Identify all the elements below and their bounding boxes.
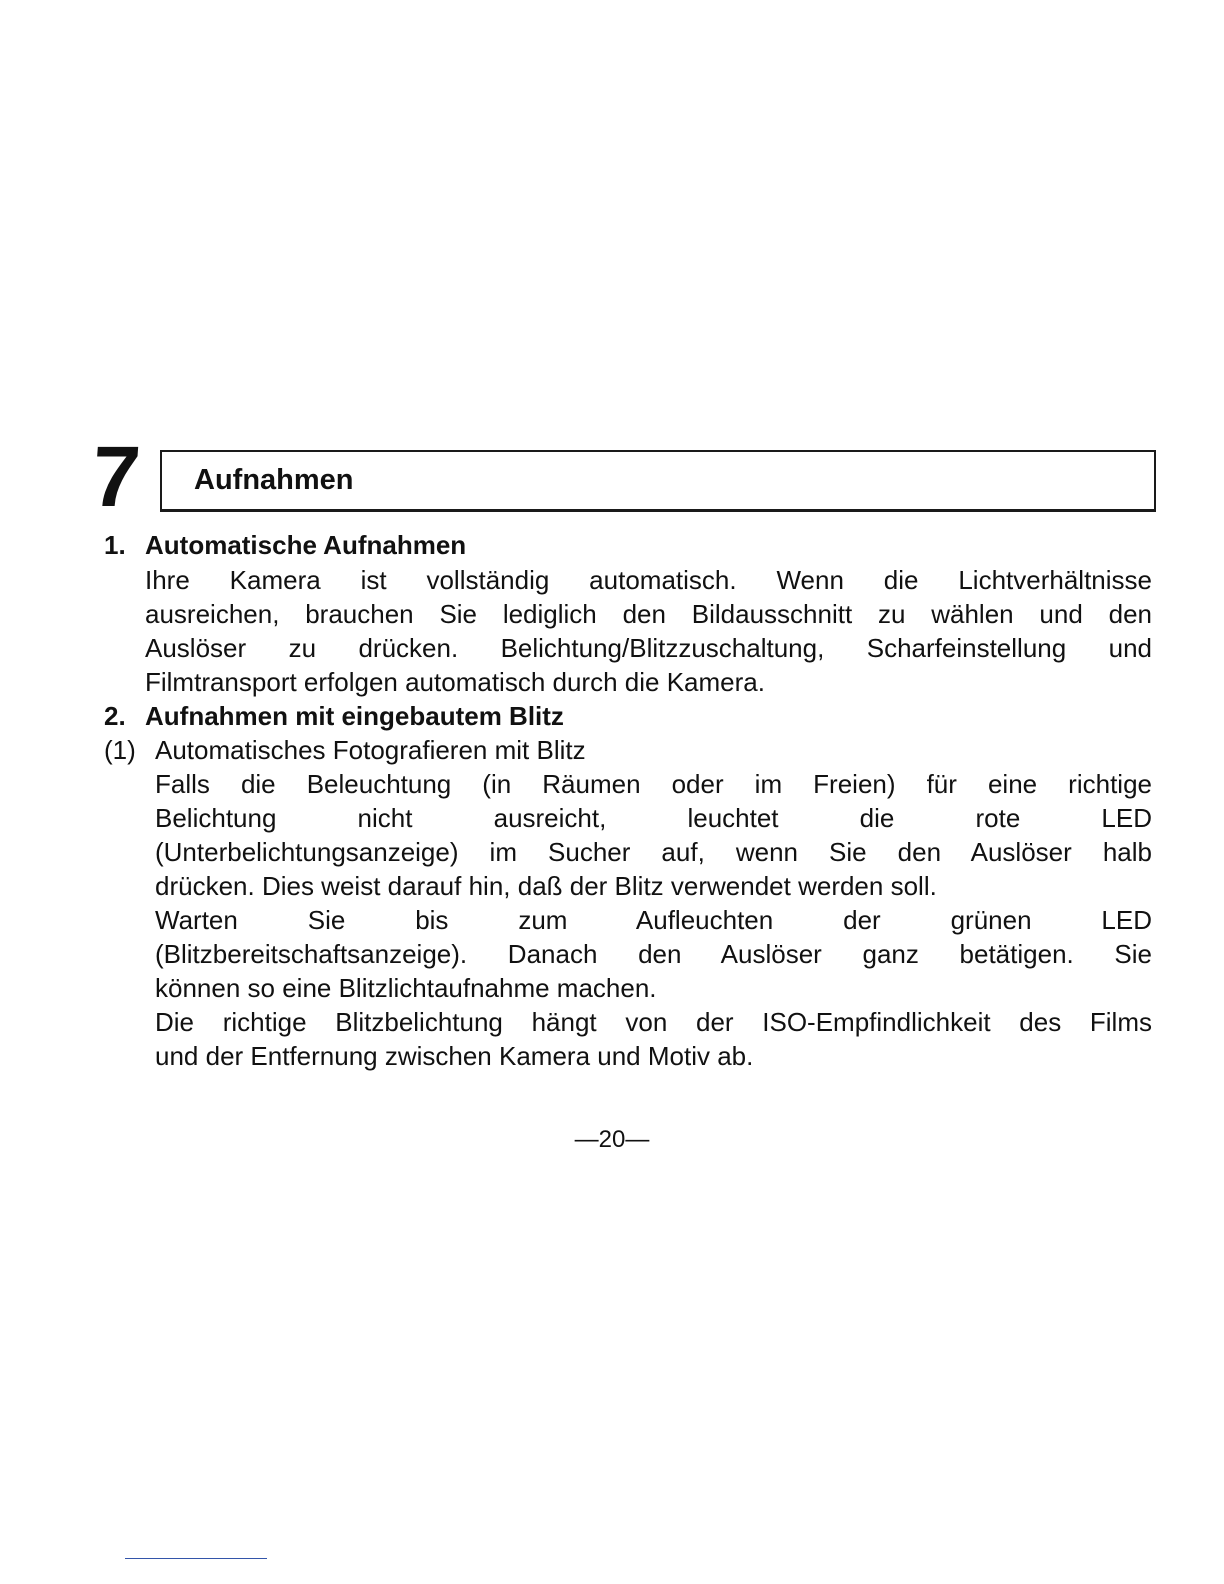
paragraph-line: Falls die Beleuchtung (in Räumen oder im Freien) für eine richtige [155, 769, 1152, 799]
subsection-title: Automatisches Fotografieren mit Blitz [155, 735, 586, 765]
chapter-title-box [160, 450, 1156, 512]
bottom-rule [125, 1558, 267, 1559]
section-heading: Aufnahmen mit eingebautem Blitz [145, 701, 564, 731]
subsection-number: (1) [104, 735, 136, 765]
section-heading: Automatische Aufnahmen [145, 530, 467, 560]
paragraph-line: drücken. Dies weist darauf hin, daß der Blitz verwendet werden soll. [155, 871, 937, 901]
section-number: 2. [104, 701, 126, 731]
paragraph-line: Ihre Kamera ist vollständig automatisch. Wenn die Lichtverhältnisse [145, 565, 1152, 595]
page-number: —20— [574, 1126, 650, 1153]
paragraph-line: Filmtransport erfolgen automatisch durch die Kamera. [145, 667, 765, 697]
chapter-number: 7 [88, 429, 142, 525]
paragraph-line: (Blitzbereitschaftsanzeige). Danach den Auslöser ganz betätigen. Sie [155, 939, 1152, 969]
paragraph-line: (Unterbelichtungsanzeige) im Sucher auf, wenn Sie den Auslöser halb [155, 837, 1152, 867]
paragraph-line: Die richtige Blitzbelichtung hängt von der ISO-Empfindlichkeit des Films [155, 1007, 1152, 1037]
paragraph-line: Warten Sie bis zum Aufleuchten der grünen LED [155, 905, 1152, 935]
section-number: 1. [104, 530, 126, 560]
paragraph-line: ausreichen, brauchen Sie lediglich den Bildausschnitt zu wählen und den [145, 599, 1152, 629]
chapter-title: Aufnahmen [194, 464, 354, 496]
paragraph-line: und der Entfernung zwischen Kamera und Motiv ab. [155, 1041, 754, 1071]
paragraph-line: können so eine Blitzlichtaufnahme machen. [155, 973, 657, 1003]
paragraph-line: Auslöser zu drücken. Belichtung/Blitzzuschaltung, Scharfeinstellung und [145, 633, 1152, 663]
paragraph-line: Belichtung nicht ausreicht, leuchtet die rote LED [155, 803, 1152, 833]
